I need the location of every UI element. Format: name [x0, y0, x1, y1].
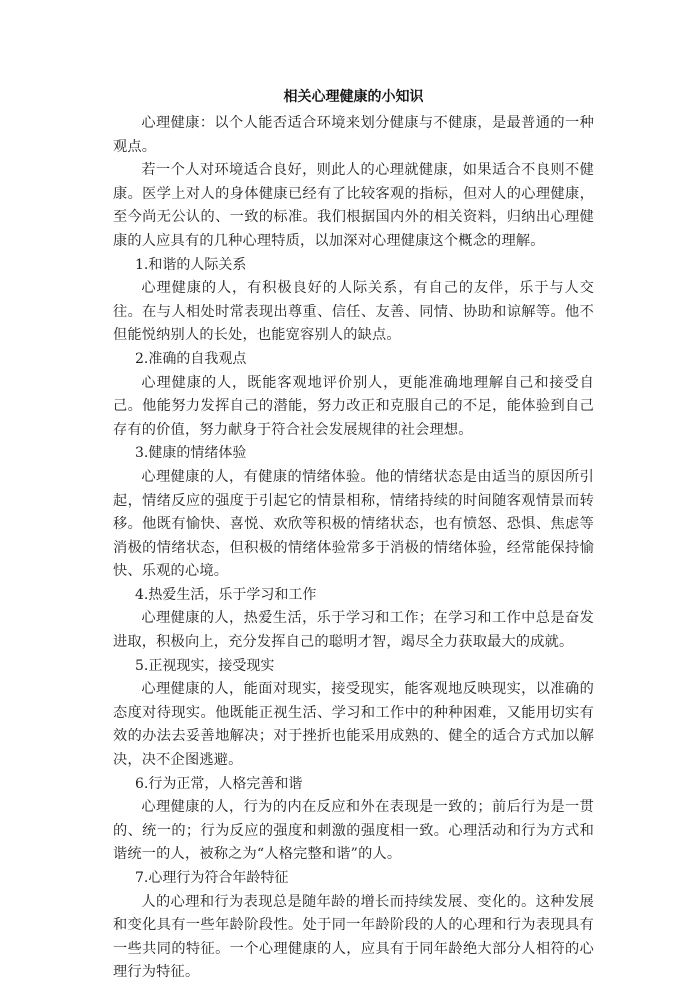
section-heading-4: 4.热爱生活，乐于学习和工作 — [135, 586, 317, 603]
section-text-5: 心理健康的人，能面对现实，接受现实，能客观地反映现实，以准确的态度对待现实。他既能正视生活、学习和工作中的种种困难，又能用切实有效的办法去妥善地解决；对于挫折也能采用成熟的、健全的适合方式加以解决，决不企图逃避。 — [113, 681, 594, 769]
section-text-4: 心理健康的人，热爱生活，乐于学习和工作；在学习和工作中总是奋发进取，积极向上，充分发挥自己的聪明才智，竭尽全力获取最大的成就。 — [113, 610, 594, 651]
section-heading-7: 7.心理行为符合年龄特征 — [135, 870, 289, 886]
section-heading-5: 5.正视现实，接受现实 — [135, 657, 275, 674]
section-heading-2: 2.准确的自我观点 — [135, 350, 247, 367]
section-heading-3: 3.健康的情绪体验 — [135, 445, 247, 462]
section-text-3: 心理健康的人，有健康的情绪体验。他的情绪状态是由适当的原因所引起，情绪反应的强度于引起它的情景相称，情绪持续的时间随客观情景而转移。他既有愉快、喜悦、欢欣等积极的情绪状态，也有愤怒、恐惧、焦虑等消极的情绪状态，但积极的情绪体验常多于消极的情绪体验，经常能保持愉快、乐观的心境。 — [113, 468, 594, 580]
intro-paragraph-1: 心理健康：以个人能否适合环境来划分健康与不健康，是最普通的一种观点。 — [113, 115, 594, 155]
section-heading-1: 1.和谐的人际关系 — [135, 256, 247, 273]
section-text-6: 心理健康的人，行为的内在反应和外在表现是一致的；前后行为是一贯的、统一的；行为反应的强度和刺激的强度相一致。心理活动和行为方式和谐统一的人，被称之为“人格完整和谐”的人。 — [113, 799, 594, 863]
section-text-7: 人的心理和行为表现总是随年龄的增长而持续发展、变化的。这种发展和变化具有一些年龄阶段性。处于同一年龄阶段的人的心理和行为表现具有一些共同的特征。一个心理健康的人，应具有于同年龄绝大部分人相符的心理行为特征。 — [113, 893, 594, 981]
intro-paragraph-2: 若一个人对环境适合良好，则此人的心理就健康，如果适合不良则不健康。医学上对人的身体健康已经有了比较客观的指标，但对人的心理健康，至今尚无公认的、一致的标准。我们根据国内外的相关资料，归纳出心理健康的人应具有的几种心理特质，以加深对心理健康这个概念的理解。 — [113, 162, 594, 249]
document-title: 相关心理健康的小知识 — [283, 89, 424, 105]
section-text-2: 心理健康的人，既能客观地评价别人，更能准确地理解自己和接受自己。他能努力发挥自己的潜能，努力改正和克服自己的不足，能体验到自己存有的价值，努力献身于符合社会发展规律的社会理想。 — [113, 374, 594, 438]
section-text-1: 心理健康的人，有积极良好的人际关系，有自己的友伴，乐于与人交往。在与人相处时常表现出尊重、信任、友善、同情、协助和谅解等。他不但能悦纳别人的长处，也能宽容别人的缺点。 — [113, 280, 594, 344]
section-heading-6: 6.行为正常，人格完善和谐 — [135, 775, 303, 792]
